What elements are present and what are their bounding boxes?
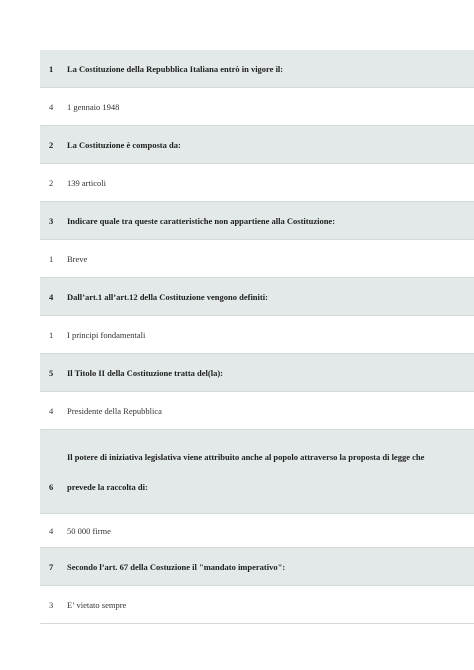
answer-text: Presidente della Repubblica: [67, 405, 162, 416]
answer-number: 4: [49, 101, 54, 112]
question-line: [40, 442, 474, 472]
answer-text: 139 articoli: [67, 177, 106, 188]
question-row: [40, 202, 474, 240]
question-text: Indicare quale tra queste caratteristiche non appartiene alla Costituzione:: [67, 215, 336, 226]
answer-text: I principi fondamentali: [67, 329, 146, 340]
answer-text: 1 gennaio 1948: [67, 101, 120, 112]
answer-number: 2: [49, 177, 54, 188]
question-row: [40, 126, 474, 164]
question-number: 7: [49, 561, 54, 572]
question-text: prevede la raccolta di:: [67, 481, 148, 492]
answer-row: [40, 586, 474, 624]
answer-number: 1: [49, 253, 54, 264]
question-text: Il potere di iniziativa legislativa viene attribuito anche al popolo attraverso la proposta di legge che: [67, 451, 425, 462]
answer-text: Breve: [67, 253, 88, 264]
question-number: 2: [49, 139, 54, 150]
question-row: [40, 278, 474, 316]
answer-text: 50 000 firme: [67, 525, 111, 536]
answer-row: [40, 514, 474, 548]
question-number: 5: [49, 367, 54, 378]
question-number: 1: [49, 63, 54, 74]
question-number: 4: [49, 291, 54, 302]
answer-number: 1: [49, 329, 54, 340]
question-text: La Costituzione è composta da:: [67, 139, 181, 150]
answer-row: [40, 240, 474, 278]
answer-row: [40, 164, 474, 202]
question-text: La Costituzione della Repubblica Italiana entrò in vigore il:: [67, 63, 284, 74]
answer-number: 3: [49, 599, 54, 610]
answer-row: [40, 88, 474, 126]
answer-text: E’ vietato sempre: [67, 599, 127, 610]
answer-number: 4: [49, 525, 54, 536]
question-number: 3: [49, 215, 54, 226]
question-row: [40, 430, 474, 514]
question-text: Dall’art.1 all’art.12 della Costituzione vengono definiti:: [67, 291, 268, 302]
answer-row: [40, 316, 474, 354]
question-row: [40, 354, 474, 392]
question-row: [40, 548, 474, 586]
quiz-table: [40, 50, 474, 624]
question-number: 6: [49, 481, 54, 492]
answer-row: [40, 392, 474, 430]
question-row: [40, 50, 474, 88]
question-text: Il Titolo II della Costituzione tratta del(la):: [67, 367, 223, 378]
question-line: [40, 472, 474, 502]
question-text: Secondo l’art. 67 della Costuzione il "mandato imperativo":: [67, 561, 286, 572]
answer-number: 4: [49, 405, 54, 416]
